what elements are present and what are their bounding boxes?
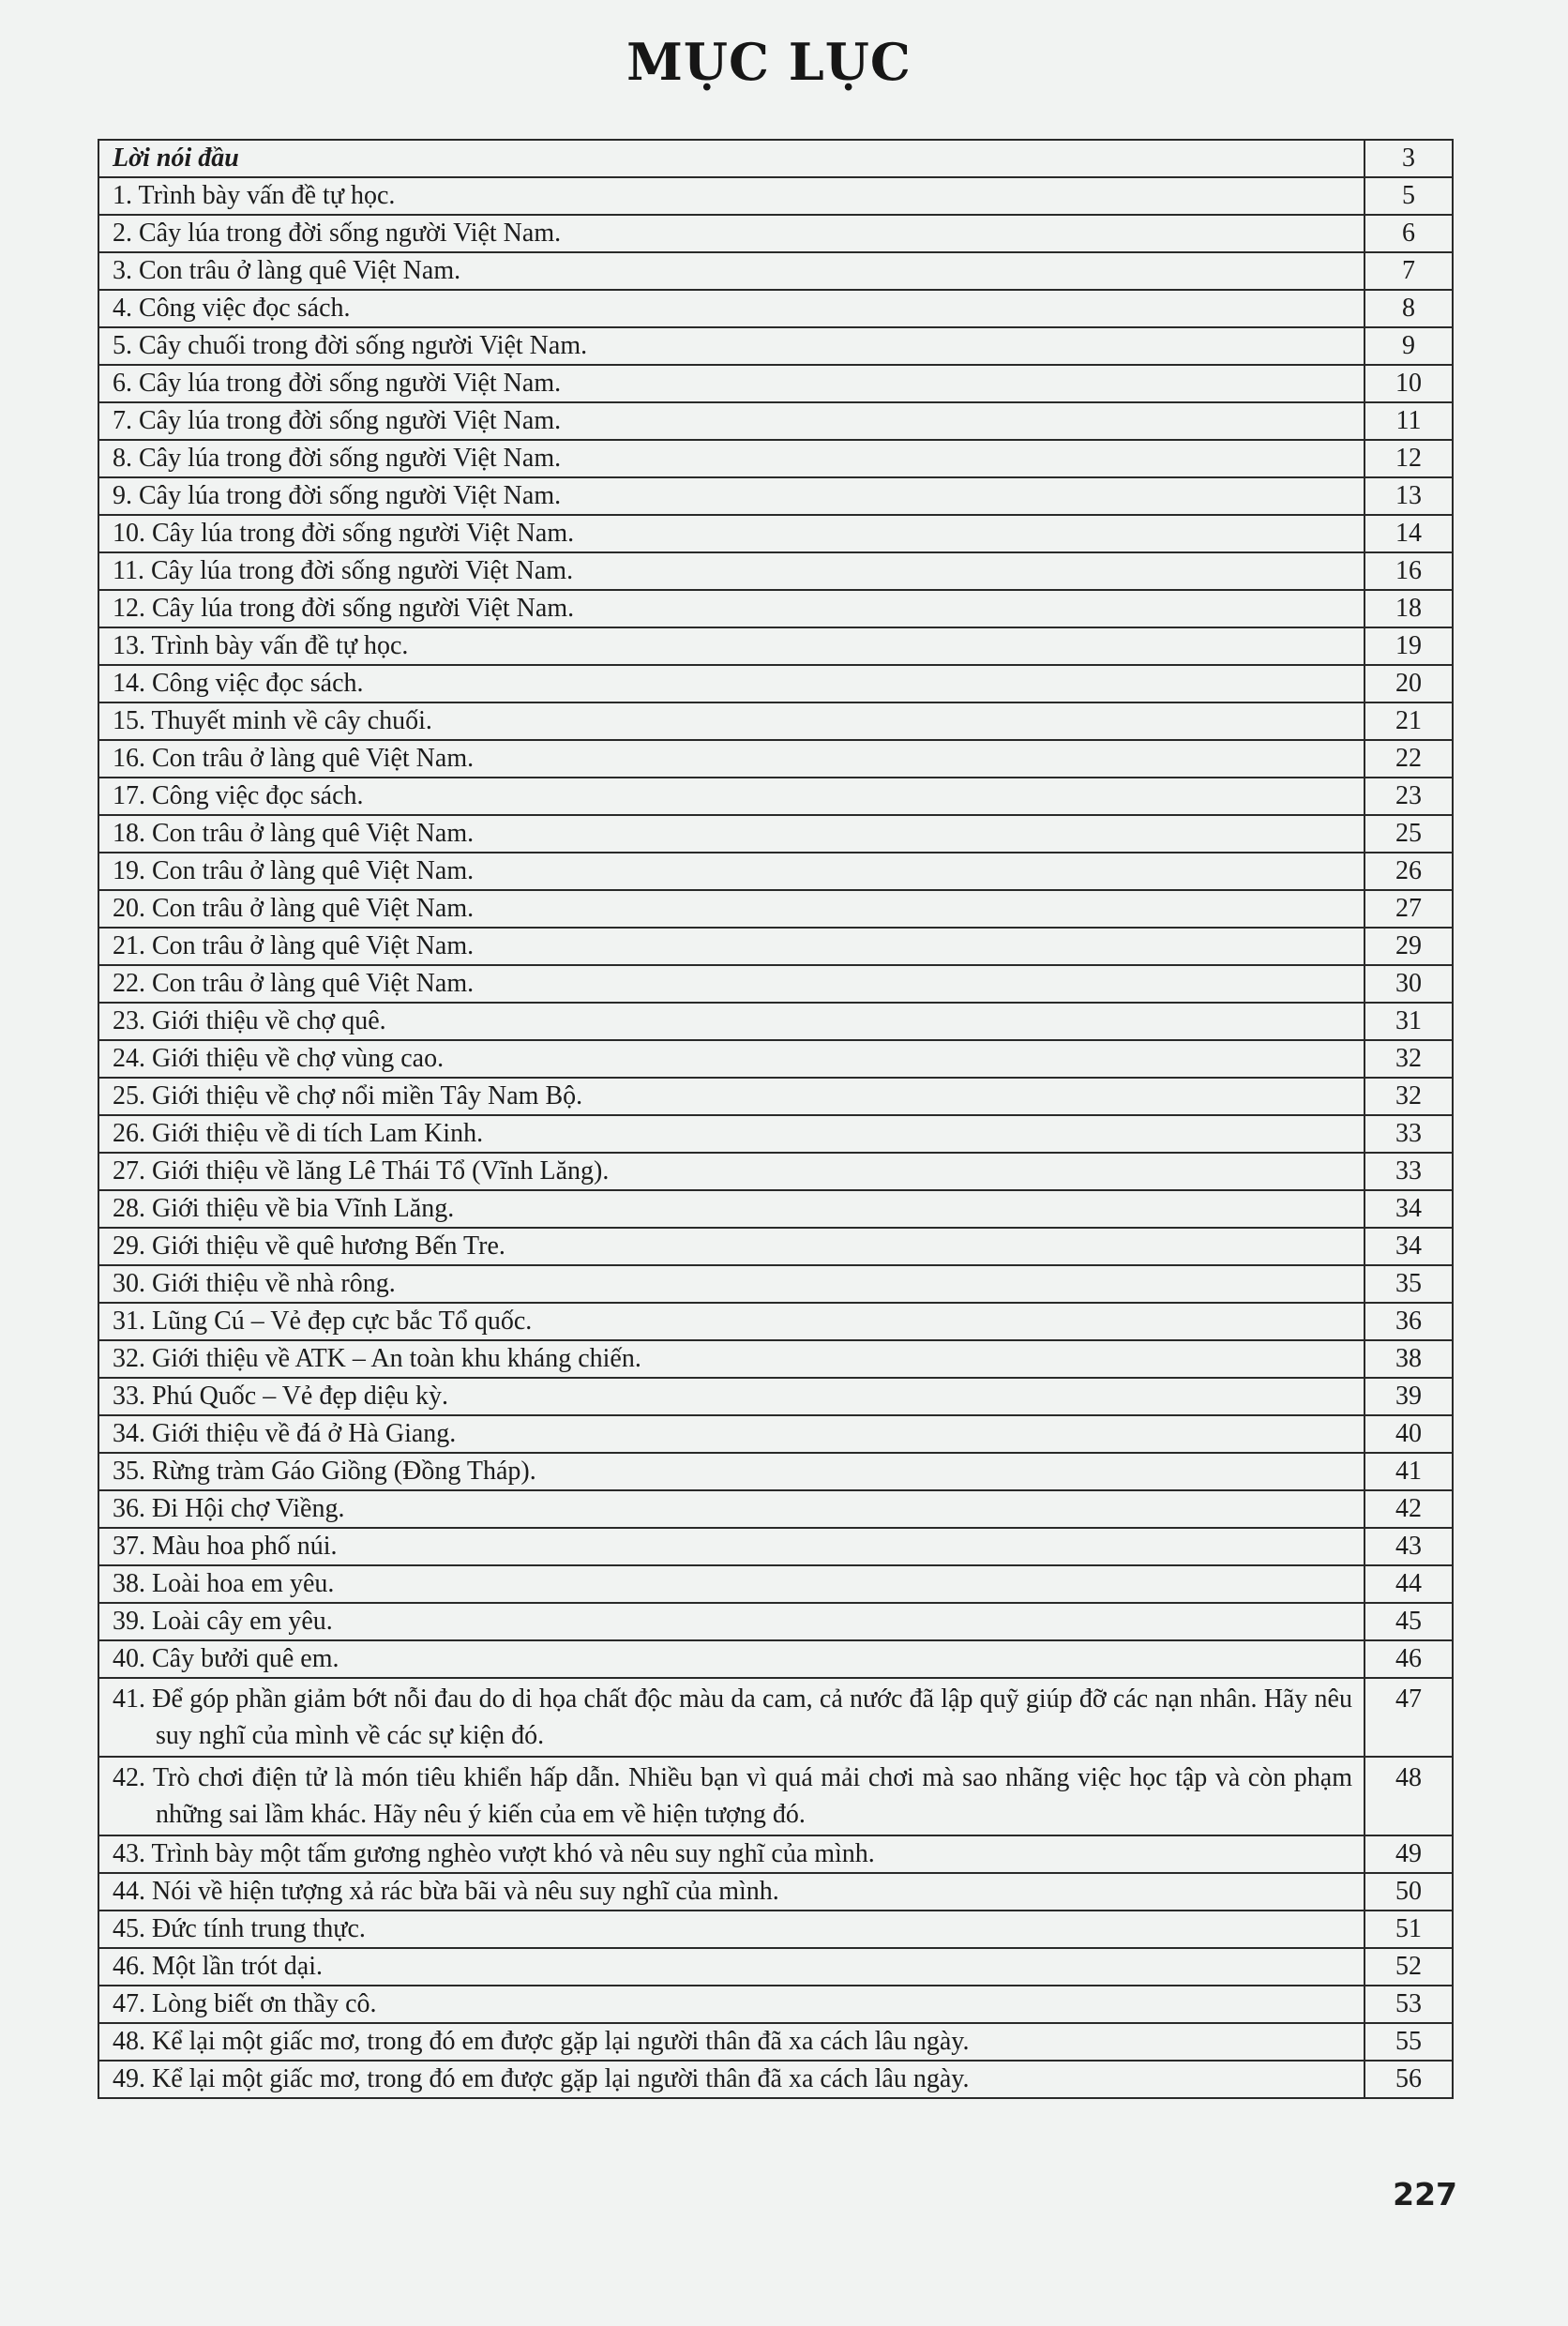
- toc-entry-page: 21: [1364, 702, 1453, 740]
- toc-row: [98, 778, 1453, 815]
- toc-row: [98, 965, 1453, 1003]
- toc-row: [98, 2061, 1453, 2098]
- toc-entry-title: 25. Giới thiệu về chợ nổi miền Tây Nam Bộ.: [98, 1078, 1364, 1115]
- toc-entry-title: 36. Đi Hội chợ Viềng.: [98, 1490, 1364, 1528]
- toc-entry-title: Lời nói đầu: [98, 140, 1364, 177]
- toc-row: [98, 1003, 1453, 1040]
- toc-entry-page: 40: [1364, 1415, 1453, 1453]
- toc-row: [98, 1153, 1453, 1190]
- toc-row: [98, 477, 1453, 515]
- toc-entry-title: 22. Con trâu ở làng quê Việt Nam.: [98, 965, 1364, 1003]
- toc-entry-page: 33: [1364, 1115, 1453, 1153]
- toc-entry-title: 28. Giới thiệu về bia Vĩnh Lăng.: [98, 1190, 1364, 1228]
- toc-row: [98, 1757, 1453, 1835]
- toc-row: [98, 1340, 1453, 1378]
- toc-row: [98, 740, 1453, 778]
- toc-row: [98, 1190, 1453, 1228]
- toc-row: [98, 290, 1453, 327]
- toc-entry-title: 14. Công việc đọc sách.: [98, 665, 1364, 702]
- toc-entry-page: 7: [1364, 252, 1453, 290]
- toc-row: [98, 665, 1453, 702]
- toc-entry-title: 24. Giới thiệu về chợ vùng cao.: [98, 1040, 1364, 1078]
- toc-entry-page: 36: [1364, 1303, 1453, 1340]
- toc-entry-page: 46: [1364, 1640, 1453, 1678]
- toc-entry-title: 1. Trình bày vấn đề tự học.: [98, 177, 1364, 215]
- toc-entry-page: 51: [1364, 1911, 1453, 1948]
- toc-row: [98, 215, 1453, 252]
- toc-entry-page: 19: [1364, 627, 1453, 665]
- toc-entry-page: 45: [1364, 1603, 1453, 1640]
- toc-entry-page: 32: [1364, 1040, 1453, 1078]
- toc-entry-page: 9: [1364, 327, 1453, 365]
- toc-entry-page: 26: [1364, 853, 1453, 890]
- toc-entry-title: 31. Lũng Cú – Vẻ đẹp cực bắc Tổ quốc.: [98, 1303, 1364, 1340]
- toc-row: [98, 590, 1453, 627]
- toc-entry-page: 34: [1364, 1190, 1453, 1228]
- toc-row: [98, 928, 1453, 965]
- toc-entry-page: 49: [1364, 1835, 1453, 1873]
- toc-entry-title: 3. Con trâu ở làng quê Việt Nam.: [98, 252, 1364, 290]
- toc-row: [98, 1378, 1453, 1415]
- toc-entry-title: 2. Cây lúa trong đời sống người Việt Nam.: [98, 215, 1364, 252]
- toc-entry-title: 7. Cây lúa trong đời sống người Việt Nam.: [98, 402, 1364, 440]
- toc-row: [98, 177, 1453, 215]
- toc-entry-title: 46. Một lần trót dại.: [98, 1948, 1364, 1986]
- toc-entry-title: 27. Giới thiệu về lăng Lê Thái Tổ (Vĩnh Lăng).: [98, 1153, 1364, 1190]
- toc-entry-page: 44: [1364, 1565, 1453, 1603]
- toc-entry-title: 33. Phú Quốc – Vẻ đẹp diệu kỳ.: [98, 1378, 1364, 1415]
- toc-row: [98, 402, 1453, 440]
- toc-entry-page: 47: [1364, 1678, 1453, 1757]
- toc-entry-title: 44. Nói về hiện tượng xả rác bừa bãi và nêu suy nghĩ của mình.: [98, 1873, 1364, 1911]
- toc-entry-page: 5: [1364, 177, 1453, 215]
- toc-entry-title: 23. Giới thiệu về chợ quê.: [98, 1003, 1364, 1040]
- toc-entry-title: 49. Kể lại một giấc mơ, trong đó em được gặp lại người thân đã xa cách lâu ngày.: [98, 2061, 1364, 2098]
- toc-entry-title: 16. Con trâu ở làng quê Việt Nam.: [98, 740, 1364, 778]
- toc-entry-title: 19. Con trâu ở làng quê Việt Nam.: [98, 853, 1364, 890]
- toc-entry-title: 26. Giới thiệu về di tích Lam Kinh.: [98, 1115, 1364, 1153]
- toc-row: [98, 702, 1453, 740]
- toc-row: [98, 1873, 1453, 1911]
- toc-entry-title: 47. Lòng biết ơn thầy cô.: [98, 1986, 1364, 2023]
- toc-row: [98, 1948, 1453, 1986]
- toc-entry-title: 10. Cây lúa trong đời sống người Việt Nam.: [98, 515, 1364, 552]
- toc-entry-page: 55: [1364, 2023, 1453, 2061]
- toc-row: [98, 365, 1453, 402]
- page-title: MỤC LỤC: [626, 32, 912, 92]
- toc-entry-page: 3: [1364, 140, 1453, 177]
- toc-entry-page: 20: [1364, 665, 1453, 702]
- toc-entry-page: 32: [1364, 1078, 1453, 1115]
- toc-entry-page: 22: [1364, 740, 1453, 778]
- toc-entry-page: 56: [1364, 2061, 1453, 2098]
- toc-entry-page: 23: [1364, 778, 1453, 815]
- toc-row: [98, 1265, 1453, 1303]
- toc-entry-title: 15. Thuyết minh về cây chuối.: [98, 702, 1364, 740]
- toc-entry-title: 42. Trò chơi điện tử là món tiêu khiển hấp dẫn. Nhiều bạn vì quá mải chơi mà sao nhãng việc học tập và còn phạm những sai lầm khác. Hãy nêu ý kiến của em về hiện tượng đó.: [98, 1757, 1364, 1835]
- toc-row: [98, 1986, 1453, 2023]
- toc-entry-page: 35: [1364, 1265, 1453, 1303]
- toc-entry-page: 50: [1364, 1873, 1453, 1911]
- toc-entry-page: 30: [1364, 965, 1453, 1003]
- toc-entry-title: 34. Giới thiệu về đá ở Hà Giang.: [98, 1415, 1364, 1453]
- toc-entry-title: 37. Màu hoa phố núi.: [98, 1528, 1364, 1565]
- toc-entry-page: 12: [1364, 440, 1453, 477]
- toc-entry-page: 33: [1364, 1153, 1453, 1190]
- toc-row: [98, 552, 1453, 590]
- toc-entry-page: 16: [1364, 552, 1453, 590]
- toc-entry-page: 11: [1364, 402, 1453, 440]
- toc-entry-title: 48. Kể lại một giấc mơ, trong đó em được gặp lại người thân đã xa cách lâu ngày.: [98, 2023, 1364, 2061]
- toc-row: [98, 1453, 1453, 1490]
- toc-entry-page: 14: [1364, 515, 1453, 552]
- toc-row: [98, 1603, 1453, 1640]
- page-number: 227: [1393, 2176, 1457, 2213]
- toc-entry-page: 27: [1364, 890, 1453, 928]
- toc-row: [98, 1078, 1453, 1115]
- toc-entry-title: 6. Cây lúa trong đời sống người Việt Nam.: [98, 365, 1364, 402]
- toc-row: [98, 1911, 1453, 1948]
- toc-entry-page: 42: [1364, 1490, 1453, 1528]
- toc-row: [98, 1040, 1453, 1078]
- toc-row: [98, 2023, 1453, 2061]
- toc-row: [98, 140, 1453, 177]
- toc-entry-page: 25: [1364, 815, 1453, 853]
- toc-entry-page: 10: [1364, 365, 1453, 402]
- toc-row: [98, 815, 1453, 853]
- toc-entry-page: 18: [1364, 590, 1453, 627]
- toc-row: [98, 1835, 1453, 1873]
- toc-row: [98, 515, 1453, 552]
- toc-entry-title: 43. Trình bày một tấm gương nghèo vượt khó và nêu suy nghĩ của mình.: [98, 1835, 1364, 1873]
- toc-entry-page: 43: [1364, 1528, 1453, 1565]
- toc-entry-title: 8. Cây lúa trong đời sống người Việt Nam.: [98, 440, 1364, 477]
- toc-entry-page: 13: [1364, 477, 1453, 515]
- toc-entry-title: 5. Cây chuối trong đời sống người Việt Nam.: [98, 327, 1364, 365]
- toc-entry-title: 4. Công việc đọc sách.: [98, 290, 1364, 327]
- toc-entry-title: 13. Trình bày vấn đề tự học.: [98, 627, 1364, 665]
- toc-row: [98, 252, 1453, 290]
- toc-row: [98, 1415, 1453, 1453]
- toc-entry-page: 38: [1364, 1340, 1453, 1378]
- toc-row: [98, 1115, 1453, 1153]
- toc-row: [98, 1303, 1453, 1340]
- toc-entry-page: 52: [1364, 1948, 1453, 1986]
- toc-entry-title: 32. Giới thiệu về ATK – An toàn khu kháng chiến.: [98, 1340, 1364, 1378]
- toc-entry-title: 45. Đức tính trung thực.: [98, 1911, 1364, 1948]
- table-of-contents: [98, 139, 1454, 2099]
- toc-entry-title: 17. Công việc đọc sách.: [98, 778, 1364, 815]
- toc-entry-page: 39: [1364, 1378, 1453, 1415]
- toc-row: [98, 853, 1453, 890]
- toc-row: [98, 327, 1453, 365]
- toc-entry-page: 34: [1364, 1228, 1453, 1265]
- toc-row: [98, 1490, 1453, 1528]
- toc-entry-title: 39. Loài cây em yêu.: [98, 1603, 1364, 1640]
- toc-entry-page: 8: [1364, 290, 1453, 327]
- toc-row: [98, 1640, 1453, 1678]
- toc-entry-page: 31: [1364, 1003, 1453, 1040]
- toc-entry-page: 41: [1364, 1453, 1453, 1490]
- toc-entry-title: 35. Rừng tràm Gáo Giồng (Đồng Tháp).: [98, 1453, 1364, 1490]
- toc-entry-title: 9. Cây lúa trong đời sống người Việt Nam.: [98, 477, 1364, 515]
- toc-entry-title: 20. Con trâu ở làng quê Việt Nam.: [98, 890, 1364, 928]
- toc-entry-title: 30. Giới thiệu về nhà rông.: [98, 1265, 1364, 1303]
- toc-row: [98, 1528, 1453, 1565]
- toc-row: [98, 440, 1453, 477]
- toc-entry-title: 41. Để góp phần giảm bớt nỗi đau do di họa chất độc màu da cam, cả nước đã lập quỹ giúp đỡ các nạn nhân. Hãy nêu suy nghĩ của mình về các sự kiện đó.: [98, 1678, 1364, 1757]
- toc-row: [98, 1228, 1453, 1265]
- toc-row: [98, 1678, 1453, 1757]
- toc-entry-page: 29: [1364, 928, 1453, 965]
- toc-body: [98, 140, 1453, 2098]
- toc-entry-page: 53: [1364, 1986, 1453, 2023]
- toc-row: [98, 1565, 1453, 1603]
- toc-entry-page: 48: [1364, 1757, 1453, 1835]
- toc-entry-title: 18. Con trâu ở làng quê Việt Nam.: [98, 815, 1364, 853]
- toc-entry-title: 29. Giới thiệu về quê hương Bến Tre.: [98, 1228, 1364, 1265]
- toc-entry-title: 40. Cây bưởi quê em.: [98, 1640, 1364, 1678]
- toc-row: [98, 890, 1453, 928]
- toc-row: [98, 627, 1453, 665]
- toc-entry-title: 38. Loài hoa em yêu.: [98, 1565, 1364, 1603]
- toc-entry-title: 21. Con trâu ở làng quê Việt Nam.: [98, 928, 1364, 965]
- toc-entry-title: 11. Cây lúa trong đời sống người Việt Nam.: [98, 552, 1364, 590]
- toc-entry-page: 6: [1364, 215, 1453, 252]
- toc-entry-title: 12. Cây lúa trong đời sống người Việt Nam.: [98, 590, 1364, 627]
